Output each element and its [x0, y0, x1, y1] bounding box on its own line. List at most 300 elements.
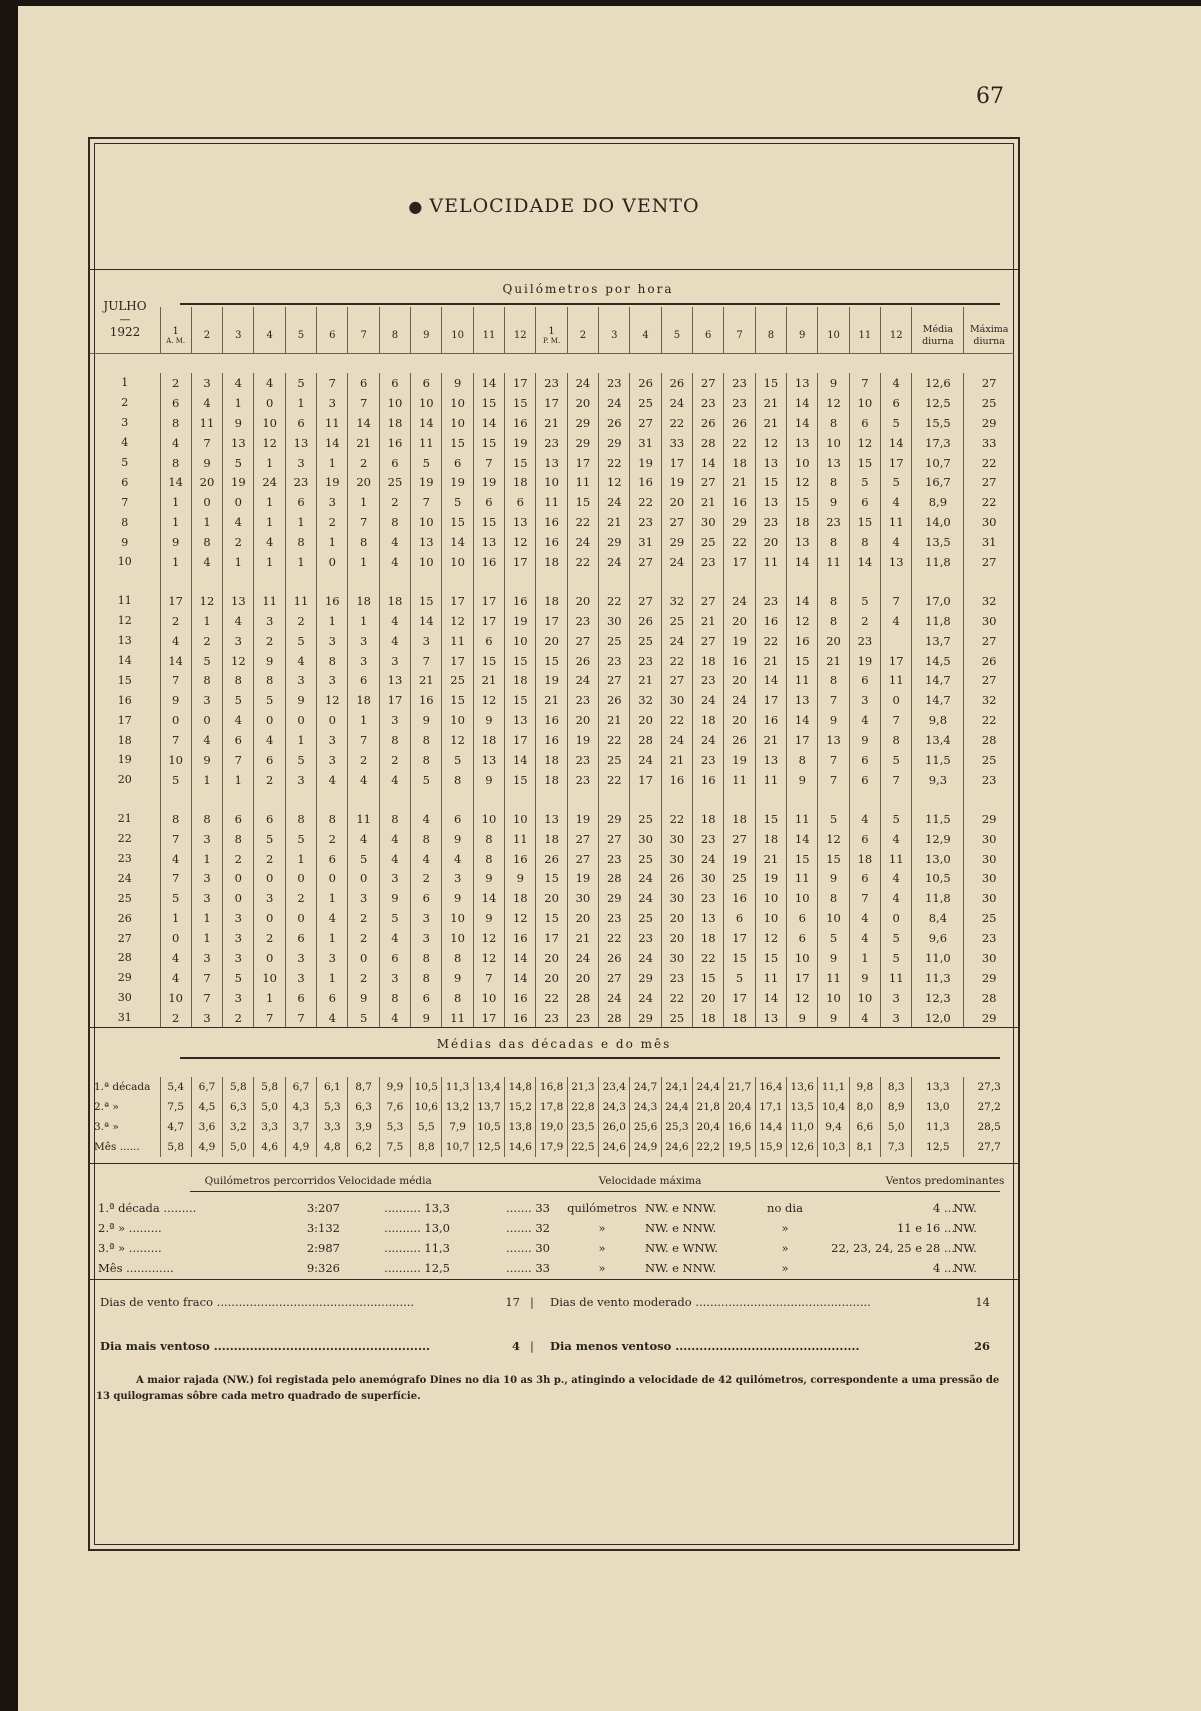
hour-value: 30 [661, 888, 692, 908]
daily-max: 27 [964, 373, 1014, 393]
daily-max: 23 [964, 770, 1014, 790]
summary-direction-value: NW. e NNW. [645, 1261, 717, 1275]
hour-value: 5 [285, 829, 316, 849]
hour-value: 4 [849, 1008, 880, 1028]
hour-value: 14 [881, 433, 912, 453]
hour-value: 9 [191, 453, 222, 473]
daily-mean: 9,6 [912, 928, 964, 948]
summary-label-value: 2.ª » ......... [98, 1221, 162, 1235]
hour-value: 21 [536, 413, 567, 433]
means-value: 10,7 [442, 1137, 473, 1157]
summary-wind-value: NW. [953, 1201, 977, 1215]
hour-value: 11 [881, 849, 912, 869]
hour-value: 3 [411, 908, 442, 928]
hour-value: 2 [160, 611, 191, 631]
hour-value: 19 [317, 472, 348, 492]
hour-value: 12 [473, 948, 504, 968]
means-value: 3,7 [285, 1117, 316, 1137]
hour-value: 9 [160, 690, 191, 710]
hour-value: 28 [693, 433, 724, 453]
gap-cell [160, 572, 191, 591]
hour-value: 12 [818, 829, 849, 849]
hour-value: 16 [411, 690, 442, 710]
hour-value: 0 [223, 888, 254, 908]
day-label: 21 [117, 812, 132, 826]
summary-header-winds: Ventos predominantes [885, 1175, 1005, 1187]
daily-mean: 9,8 [912, 710, 964, 730]
summary-direction-value: NW. e NNW. [645, 1201, 717, 1215]
hour-value: 4 [379, 1008, 410, 1028]
hour-value: 9 [473, 908, 504, 928]
gap-cell [630, 790, 661, 809]
means-value: 13,2 [442, 1097, 473, 1117]
hour-value: 9 [254, 651, 285, 671]
daily-mean: 16,7 [912, 472, 964, 492]
means-value: 8,9 [881, 1097, 912, 1117]
gap-cell [411, 572, 442, 591]
hour-value: 11 [254, 591, 285, 611]
hour-value: 6 [317, 849, 348, 869]
summary-direction [645, 1241, 745, 1255]
means-value: 9,4 [818, 1117, 849, 1137]
hour-value: 4 [191, 552, 222, 572]
hour-value: 4 [849, 710, 880, 730]
hour-value: 6 [160, 393, 191, 413]
gap-cell [379, 572, 410, 591]
hour-value: 7 [191, 433, 222, 453]
hour-value: 15 [505, 690, 536, 710]
hour-value: 1 [317, 453, 348, 473]
daily-max: 29 [964, 413, 1014, 433]
hour-value: 4 [317, 1008, 348, 1028]
hour-value: 9 [442, 968, 473, 988]
gap-cell [317, 790, 348, 809]
hour-value: 3 [881, 1008, 912, 1028]
hour-value: 13 [505, 512, 536, 532]
summary-avg-value: 11,3 [424, 1241, 450, 1255]
hour-value: 30 [661, 829, 692, 849]
hour-value: 5 [223, 968, 254, 988]
means-label: Mês ...... [94, 1141, 140, 1153]
hour-value: 23 [693, 552, 724, 572]
hour-value: 17 [442, 651, 473, 671]
daily-mean: 9,3 [912, 770, 964, 790]
means-value: 22,2 [693, 1137, 724, 1157]
hour-header: 5 [661, 307, 692, 353]
hour-value: 18 [787, 512, 818, 532]
summary-km [260, 1241, 340, 1255]
hour-value: 25 [442, 670, 473, 690]
hour-value: 5 [223, 690, 254, 710]
hour-value: 12 [442, 730, 473, 750]
day-label: 15 [117, 673, 132, 687]
hour-value: 14 [505, 968, 536, 988]
gap-cell [191, 572, 222, 591]
hour-value: 8 [191, 670, 222, 690]
hour-value: 8 [191, 532, 222, 552]
hour-value: 5 [881, 928, 912, 948]
hour-value: 25 [630, 849, 661, 869]
hour-value: 6 [348, 373, 379, 393]
hour-value: 1 [254, 512, 285, 532]
hour-value: 4 [348, 829, 379, 849]
hour-value: 2 [160, 1008, 191, 1028]
hour-value: 23 [567, 1008, 598, 1028]
hour-value: 13 [755, 453, 786, 473]
hour-value: 9 [818, 948, 849, 968]
gap-cell [724, 790, 755, 809]
hour-value: 10 [411, 552, 442, 572]
hour-value: 14 [693, 453, 724, 473]
daily-mean: 14,0 [912, 512, 964, 532]
hour-value: 17 [505, 373, 536, 393]
hour-value: 7 [160, 829, 191, 849]
hour-value: 10 [442, 928, 473, 948]
gap-cell [411, 790, 442, 809]
hour-value: 9 [818, 492, 849, 512]
means-mean: 11,3 [912, 1117, 964, 1137]
hour-value: 23 [567, 690, 598, 710]
hour-value: 2 [223, 1008, 254, 1028]
hour-value: 26 [630, 611, 661, 631]
hour-value: 14 [348, 413, 379, 433]
hour-value: 29 [661, 532, 692, 552]
calmest-row: Dia menos ventoso .............................................. [550, 1339, 860, 1353]
hour-value: 15 [505, 393, 536, 413]
hour-value: 29 [599, 532, 630, 552]
hour-value: 10 [254, 413, 285, 433]
hour-value: 30 [661, 849, 692, 869]
hour-value: 5 [818, 809, 849, 829]
hour-value: 23 [755, 591, 786, 611]
hour-value: 9 [442, 373, 473, 393]
hour-value: 5 [379, 908, 410, 928]
gap-cell [473, 790, 504, 809]
hour-value: 11 [755, 968, 786, 988]
table-frame [88, 137, 1020, 1551]
hour-value: 6 [379, 453, 410, 473]
means-value: 4,7 [160, 1117, 191, 1137]
hour-value: 4 [379, 928, 410, 948]
hour-value: 11 [536, 492, 567, 512]
hour-value: 14 [160, 472, 191, 492]
hour-value: 1 [285, 730, 316, 750]
hour-value: 7 [160, 868, 191, 888]
hour-value: 4 [348, 770, 379, 790]
daily-mean: 11,8 [912, 611, 964, 631]
hour-value: 3 [411, 928, 442, 948]
hour-value: 13 [693, 908, 724, 928]
day-label: 10 [117, 555, 132, 569]
means-value: 24,3 [630, 1097, 661, 1117]
means-value: 20,4 [693, 1117, 724, 1137]
hour-value: 12 [787, 611, 818, 631]
hour-value: 23 [599, 849, 630, 869]
hour-value: 26 [630, 373, 661, 393]
hour-value: 10 [442, 552, 473, 572]
hour-value: 11 [881, 968, 912, 988]
day-label: 9 [121, 535, 129, 549]
summary-avg-value: 12,5 [424, 1261, 450, 1275]
hour-value: 4 [881, 888, 912, 908]
hour-value: 7 [818, 770, 849, 790]
hour-value: 8 [160, 413, 191, 433]
hour-value: 11 [411, 433, 442, 453]
daily-max: 30 [964, 829, 1014, 849]
hour-value: 18 [849, 849, 880, 869]
hour-value: 15 [567, 492, 598, 512]
table-row [90, 532, 1014, 552]
gap-cell [191, 790, 222, 809]
hour-value: 24 [661, 631, 692, 651]
hour-value: 18 [536, 750, 567, 770]
means-value: 11,1 [818, 1077, 849, 1097]
day-label: 29 [117, 971, 132, 985]
hour-value: 12 [787, 988, 818, 1008]
hour-value: 23 [630, 651, 661, 671]
hour-value: 1 [317, 888, 348, 908]
hour-value: 9 [787, 770, 818, 790]
footnote: A maior rajada (NW.) foi registada pelo anemógrafo Dines no dia 10 as 3h p., atingindo a velocidade de 42 quilómetros, correspondente a uma pressão de 13 quilogramas sôbre cada metro quadrado de superfície. [96, 1375, 1000, 1402]
hour-value: 13 [787, 433, 818, 453]
means-value: 14,4 [755, 1117, 786, 1137]
day-label: 3 [121, 416, 129, 430]
hour-value: 17 [881, 453, 912, 473]
hour-value: 8 [379, 512, 410, 532]
hour-value: 4 [191, 393, 222, 413]
means-value: 7,3 [881, 1137, 912, 1157]
hour-value: 8 [411, 829, 442, 849]
means-value: 24,4 [661, 1097, 692, 1117]
hour-value: 16 [630, 472, 661, 492]
hour-value: 4 [881, 532, 912, 552]
hour-value: 24 [724, 591, 755, 611]
sep: | [530, 1339, 534, 1353]
hour-value: 5 [724, 968, 755, 988]
hour-value: 29 [599, 433, 630, 453]
gap-cell [787, 790, 818, 809]
daily-max: 28 [964, 988, 1014, 1008]
hour-value: 0 [881, 908, 912, 928]
daily-mean: 12,0 [912, 1008, 964, 1028]
summary-wind [920, 1201, 1010, 1215]
means-value: 10,6 [411, 1097, 442, 1117]
hour-value: 10 [160, 988, 191, 1008]
decade-gap [90, 790, 1014, 809]
daily-max: 25 [964, 393, 1014, 413]
daily-max: 22 [964, 710, 1014, 730]
hour-value: 23 [630, 512, 661, 532]
means-value: 7,6 [379, 1097, 410, 1117]
means-value: 20,4 [724, 1097, 755, 1117]
hour-value: 4 [223, 373, 254, 393]
summary-unit-value: » [598, 1221, 606, 1235]
daily-max: 22 [964, 492, 1014, 512]
day-label: 8 [121, 515, 129, 529]
hour-value: 27 [599, 670, 630, 690]
hour-value: 19 [724, 849, 755, 869]
hour-value: 25 [661, 1008, 692, 1028]
daily-max: 30 [964, 849, 1014, 869]
hour-value: 25 [630, 393, 661, 413]
hour-value: 6 [442, 453, 473, 473]
hour-value: 3 [379, 968, 410, 988]
hour-value: 20 [724, 611, 755, 631]
means-value: 13,6 [787, 1077, 818, 1097]
hour-value: 13 [223, 591, 254, 611]
daily-max: 27 [964, 552, 1014, 572]
means-value: 12,6 [787, 1137, 818, 1157]
daily-mean: 12,9 [912, 829, 964, 849]
means-value: 5,3 [317, 1097, 348, 1117]
hour-value: 10 [818, 433, 849, 453]
hour-value: 2 [379, 492, 410, 512]
means-value: 14,6 [505, 1137, 536, 1157]
hour-value: 13 [787, 373, 818, 393]
hour-value: 16 [473, 552, 504, 572]
hour-value: 4 [881, 868, 912, 888]
summary-km-value: 3:207 [306, 1201, 340, 1215]
gap-cell [285, 572, 316, 591]
hour-value: 13 [379, 670, 410, 690]
means-value: 6,7 [285, 1077, 316, 1097]
summary-label [98, 1221, 248, 1235]
page-title [90, 195, 1018, 217]
hour-value: 15 [473, 651, 504, 671]
hour-value: 1 [191, 770, 222, 790]
hour-value: 18 [693, 651, 724, 671]
hour-value: 20 [536, 968, 567, 988]
hour-value: 16 [505, 849, 536, 869]
hour-value: 4 [411, 849, 442, 869]
hour-value: 15 [442, 433, 473, 453]
hour-value: 6 [254, 809, 285, 829]
hour-value: 10 [849, 988, 880, 1008]
hour-header: 12 [505, 307, 536, 353]
means-value: 17,9 [536, 1137, 567, 1157]
table-row [90, 928, 1014, 948]
summary-unit-value: » [598, 1261, 606, 1275]
hour-header: 10 [818, 307, 849, 353]
means-value: 17,8 [536, 1097, 567, 1117]
hour-value: 15 [693, 968, 724, 988]
hour-value: 16 [755, 611, 786, 631]
hour-value: 7 [411, 492, 442, 512]
hour-value: 9 [285, 690, 316, 710]
divider [90, 1027, 1018, 1028]
hour-value: 27 [567, 849, 598, 869]
hour-value: 10 [755, 888, 786, 908]
hour-value: 10 [442, 908, 473, 928]
summary-header-avg: Velocidade média [338, 1175, 432, 1187]
hour-value: 3 [348, 631, 379, 651]
hour-value: 11 [787, 809, 818, 829]
hour-value: 12 [755, 433, 786, 453]
hour-value: 6 [849, 770, 880, 790]
means-value: 5,0 [223, 1137, 254, 1157]
hour-value: 21 [693, 611, 724, 631]
daily-max: 29 [964, 968, 1014, 988]
hour-value: 3 [191, 829, 222, 849]
hour-value: 19 [724, 750, 755, 770]
gap-cell [254, 572, 285, 591]
dot-leader: ....... [506, 1201, 536, 1215]
hour-value: 7 [473, 968, 504, 988]
hour-value: 8 [160, 809, 191, 829]
means-value: 6,1 [317, 1077, 348, 1097]
hour-value: 3 [881, 988, 912, 1008]
hour-value: 29 [630, 968, 661, 988]
hour-value: 22 [661, 809, 692, 829]
moderate-days-label: Dias de vento moderado [550, 1295, 692, 1309]
hour-value: 3 [317, 730, 348, 750]
hour-value: 17 [505, 730, 536, 750]
day-label: 2 [121, 396, 129, 410]
hour-value: 3 [254, 611, 285, 631]
hour-value: 9 [442, 829, 473, 849]
hour-value: 2 [254, 849, 285, 869]
hour-value: 10 [442, 710, 473, 730]
gap-cell [599, 572, 630, 591]
hour-value: 20 [536, 631, 567, 651]
hour-value: 7 [881, 770, 912, 790]
hour-value: 4 [223, 710, 254, 730]
hour-value: 4 [881, 829, 912, 849]
hour-value: 9 [818, 710, 849, 730]
means-value: 5,8 [223, 1077, 254, 1097]
hour-value: 18 [505, 472, 536, 492]
hour-value: 25 [724, 868, 755, 888]
hour-value: 23 [536, 433, 567, 453]
summary-km [260, 1201, 340, 1215]
calmest-value: 26 [973, 1339, 990, 1353]
hour-value: 11 [787, 670, 818, 690]
day-label: 23 [117, 852, 132, 866]
summary-wind-value: NW. [953, 1221, 977, 1235]
hour-value: 16 [661, 770, 692, 790]
means-value: 7,5 [379, 1137, 410, 1157]
hour-value: 8 [223, 670, 254, 690]
hour-value: 1 [223, 552, 254, 572]
hour-value: 20 [661, 908, 692, 928]
summary-avg [340, 1261, 450, 1275]
hour-value: 12 [849, 433, 880, 453]
means-value: 5,8 [254, 1077, 285, 1097]
hour-value: 6 [724, 908, 755, 928]
page-number: 67 [976, 84, 1004, 109]
daily-mean: 17,3 [912, 433, 964, 453]
hour-value: 3 [254, 888, 285, 908]
means-value: 8,8 [411, 1137, 442, 1157]
hour-value: 0 [348, 948, 379, 968]
hour-value: 6 [849, 868, 880, 888]
daily-max: 32 [964, 591, 1014, 611]
hour-value: 7 [818, 690, 849, 710]
daily-max: 29 [964, 1008, 1014, 1028]
hour-value: 5 [411, 770, 442, 790]
hour-value: 5 [285, 373, 316, 393]
hour-value: 17 [630, 770, 661, 790]
hour-value: 24 [693, 690, 724, 710]
hour-value: 13 [223, 433, 254, 453]
hour-value: 3 [223, 908, 254, 928]
means-value: 17,1 [755, 1097, 786, 1117]
hour-value: 19 [661, 472, 692, 492]
means-value: 10,3 [818, 1137, 849, 1157]
header-corner [90, 307, 160, 353]
decade-gap [90, 572, 1014, 591]
hour-value: 3 [379, 651, 410, 671]
